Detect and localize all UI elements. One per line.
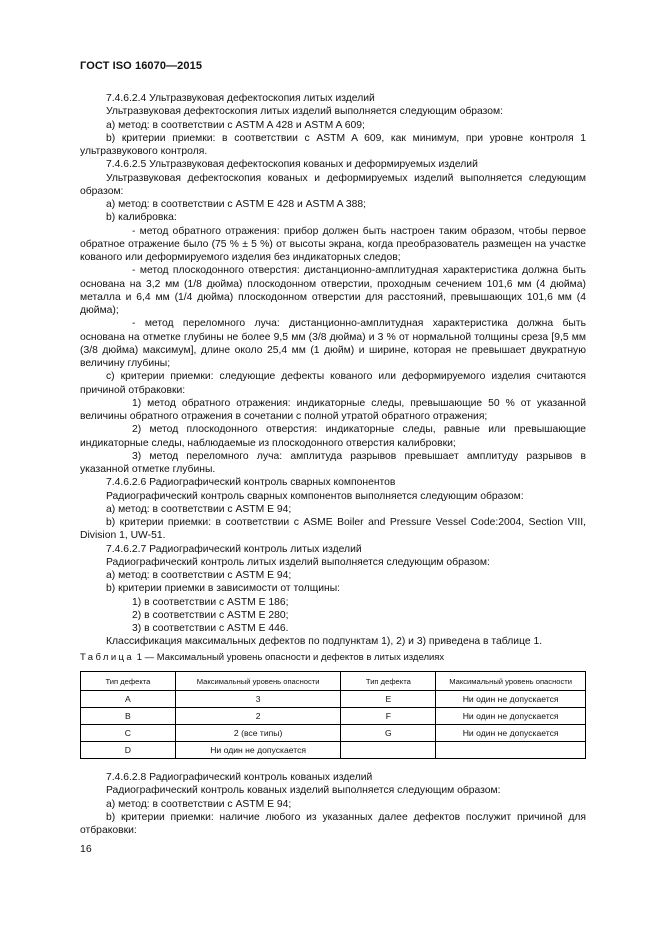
list-item: a) метод: в соответствии с ASTM E 428 и ASTM A 388; xyxy=(106,199,367,210)
list-item: 1) в соответствии с ASTM E 186; xyxy=(132,596,289,608)
list-item: 1) метод обратного отражения: индикаторные следы, превышающие 50 % от указанной величины обратного отражения в сочетании с полной утратой обратного отражения; xyxy=(80,397,586,422)
table-cell xyxy=(436,742,586,759)
document-header: ГОСТ ISO 16070—2015 xyxy=(80,60,203,72)
table-header-cell: Тип дефекта xyxy=(341,672,436,691)
document-body xyxy=(80,92,586,649)
table-cell: D xyxy=(81,742,176,759)
list-item: 2) метод плоскодонного отверстия: индикаторные следы, равные или превышающие индикаторные следы, наблюдаемые из плоскодонного отверстия калибровки; xyxy=(80,424,586,449)
paragraph: Классификация максимальных дефектов по подпунктам 1), 2) и 3) приведена в таблице 1. xyxy=(106,636,543,648)
section-heading: 7.4.6.2.6 Радиографический контроль сварных компонентов xyxy=(106,477,396,489)
paragraph: Ультразвуковая дефектоскопия кованых и деформируемых изделий выполняется следующим образом: xyxy=(80,172,586,197)
list-item: - метод переломного луча: дистанционно-амплитудная характеристика должна быть основана на отметке глубины не более 9,5 мм (3/8 дюйма) и 3 % от нормальной толщины среза [9,5 мм (3/8 дюйма) максимум], длине около 25,4 мм (1 дюйм) и ширине, которая не превышает двукратную величину глубины; xyxy=(80,318,586,369)
list-item: b) критерии приемки: наличие любого из указанных далее дефектов послужит причиной для отбраковки: xyxy=(80,811,586,836)
document-body-continued xyxy=(80,771,586,837)
table-caption-label: Таблица xyxy=(80,652,135,663)
table-header-cell: Максимальный уровень опасности xyxy=(175,672,341,691)
table-cell: F xyxy=(341,708,436,725)
table-cell: E xyxy=(341,691,436,708)
list-item: - метод плоскодонного отверстия: дистанционно-амплитудная характеристика должна быть основана на 3,2 мм (1/8 дюйма) плоскодонном отверстии, проходным сечением 101,6 мм (4 дюйма) металла и 6,4 мм (1/4 дюйма) плоскодонном отверстии для расстояний, превышающих 101,6 мм (4 дюйма); xyxy=(80,265,586,316)
section-heading: 7.4.6.2.8 Радиографический контроль кованых изделий xyxy=(106,772,373,783)
list-item: a) метод: в соответствии с ASTM A 428 и ASTM A 609; xyxy=(106,119,365,131)
table-cell: B xyxy=(81,708,176,725)
list-item: с) критерии приемки: следующие дефекты кованого или деформируемого изделия считаются причиной отбраковки: xyxy=(80,371,586,396)
table-cell: G xyxy=(341,725,436,742)
list-item: 3) метод переломного луча: амплитуда разрывов превышает амплитуду разрывов в указанной отметке глубины. xyxy=(80,450,586,475)
table-cell: Ни один не допускается xyxy=(175,742,341,759)
table-cell xyxy=(341,742,436,759)
table-cell: Ни один не допускается xyxy=(436,708,586,725)
list-item: a) метод: в соответствии с ASTM E 94; xyxy=(106,798,292,810)
table-header-cell: Тип дефекта xyxy=(81,672,176,691)
list-item: a) метод: в соответствии с ASTM E 94; xyxy=(106,570,292,581)
paragraph: Радиографический контроль кованых изделий выполняется следующим образом: xyxy=(106,785,501,797)
table-cell: 2 (все типы) xyxy=(175,725,341,742)
table-row xyxy=(81,742,586,759)
list-item: b) калибровка: xyxy=(106,212,177,224)
list-item: b) критерии приемки в зависимости от толщины: xyxy=(106,583,340,595)
list-item: 2) в соответствии с ASTM E 280; xyxy=(132,609,289,621)
table-cell: C xyxy=(81,725,176,742)
list-item: b) критерии приемки: в соответствии с ASTM A 609, как минимум, при уровне контроля 1 ультразвукового контроля. xyxy=(80,132,586,157)
table-cell: 2 xyxy=(175,708,341,725)
table-cell: A xyxy=(81,691,176,708)
table-row xyxy=(81,725,586,742)
paragraph: Ультразвуковая дефектоскопия литых изделий выполняется следующим образом: xyxy=(106,106,504,118)
page-number: 16 xyxy=(80,843,92,855)
section-heading: 7.4.6.2.7 Радиографический контроль литых изделий xyxy=(106,543,362,555)
defects-table xyxy=(80,671,586,759)
table-header-row xyxy=(81,672,586,691)
table-header-cell: Максимальный уровень опасности xyxy=(436,672,586,691)
paragraph: Радиографический контроль сварных компонентов выполняется следующим образом: xyxy=(106,490,524,502)
table-caption xyxy=(80,652,444,663)
list-item: 3) в соответствии с ASTM E 446. xyxy=(132,623,289,634)
list-item: a) метод: в соответствии с ASTM E 94; xyxy=(106,503,292,515)
section-heading: 7.4.6.2.4 Ультразвуковая дефектоскопия литых изделий xyxy=(106,93,375,104)
table-cell: 3 xyxy=(175,691,341,708)
table-row xyxy=(81,691,586,708)
table-cell: Ни один не допускается xyxy=(436,725,586,742)
table-caption-text: 1 — Максимальный уровень опасности и дефектов в литых изделиях xyxy=(136,652,445,663)
table-row xyxy=(81,708,586,725)
section-heading: 7.4.6.2.5 Ультразвуковая дефектоскопия кованых и деформируемых изделий xyxy=(106,159,478,171)
table-cell: Ни один не допускается xyxy=(436,691,586,708)
list-item: b) критерии приемки: в соответствии с ASME Boiler and Pressure Vessel Code:2004, Section VIII, Division 1, UW-51. xyxy=(80,517,586,542)
paragraph: Радиографический контроль литых изделий выполняется следующим образом: xyxy=(106,556,490,568)
list-item: - метод обратного отражения: прибор должен быть настроен таким образом, чтобы первое обратное отражение было (75 % ± 5 %) от высоты экрана, когда преобразователь размещен на участке кованого или деформируемого изделия без индикаторных следов; xyxy=(80,225,586,263)
